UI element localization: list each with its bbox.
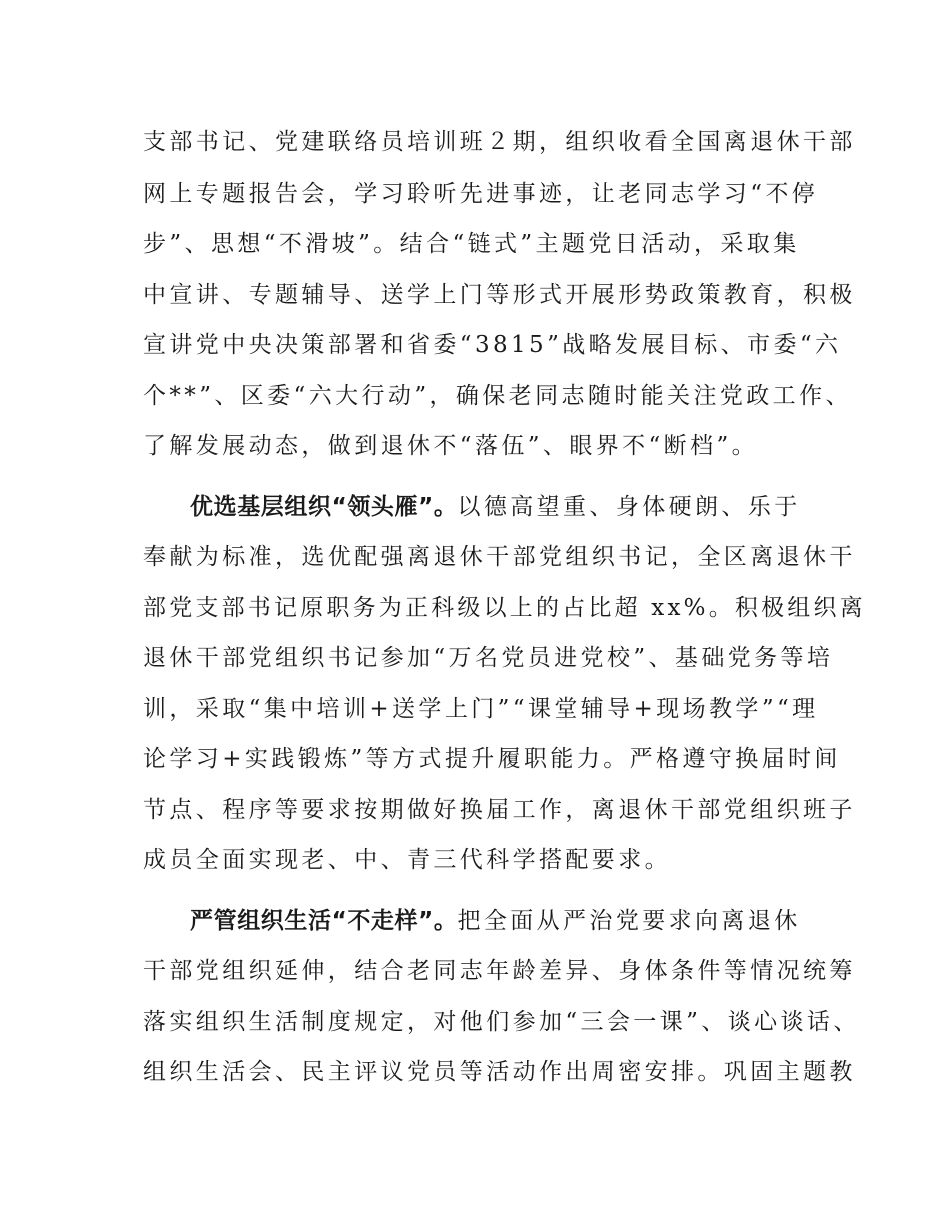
paragraph-line: 节点、程序等要求按期做好换届工作，离退休干部党组织班子 [143, 797, 856, 823]
paragraph-line: 落实组织生活制度规定，对他们参加“三会一课”、谈心谈话、 [143, 1009, 860, 1035]
paragraph-line: 成员全面实现老、中、青三代科学搭配要求。 [143, 847, 671, 873]
paragraph-line: 支部书记、党建联络员培训班２期，组织收看全国离退休干部 [143, 129, 856, 155]
paragraph-line: 干部党组织延伸，结合老同志年龄差异、身体条件等情况统筹 [143, 958, 856, 984]
paragraph-line: 步”、思想“不滑坡”。结合“链式”主题党日活动，采取集 [143, 231, 800, 257]
section-heading: 严管组织生活“不走样”。 [190, 908, 458, 934]
paragraph-first-line [190, 901, 801, 941]
paragraph-first-line [190, 487, 801, 527]
paragraph-text: 把全面从严治党要求向离退休 [457, 908, 801, 934]
paragraph-line: 个**”、区委“六大行动”，确保老同志随时能关注党政工作、 [143, 383, 852, 409]
paragraph-line: 组织生活会、民主评议党员等活动作出周密安排。巩固主题教 [143, 1059, 856, 1085]
paragraph-line: 中宣讲、专题辅导、送学上门等形式开展形势政策教育，积极 [143, 282, 856, 308]
paragraph-line: 奉献为标准，选优配强离退休干部党组织书记，全区离退休干 [143, 544, 856, 570]
paragraph-line: 宣讲党中央决策部署和省委“3815”战略发展目标、市委“六 [143, 332, 842, 358]
paragraph-line: 论学习+实践锻炼”等方式提升履职能力。严格遵守换届时间 [143, 746, 841, 772]
paragraph-line: 了解发展动态，做到退休不“落伍”、眼界不“断档”。 [143, 433, 759, 459]
paragraph-line: 训，采取“集中培训+送学上门”“课堂辅导+现场教学”“理 [143, 696, 819, 722]
paragraph-line: 网上专题报告会，学习聆听先进事迹，让老同志学习“不停 [143, 181, 819, 207]
paragraph-text: 以德高望重、身体硬朗、乐于 [457, 494, 801, 520]
section-heading: 优选基层组织“领头雁”。 [190, 494, 458, 520]
paragraph-line: 部党支部书记原职务为正科级以上的占比超 xx%。积极组织离 [143, 595, 866, 621]
paragraph-line: 退休干部党组织书记参加“万名党员进党校”、基础党务等培 [143, 645, 834, 671]
